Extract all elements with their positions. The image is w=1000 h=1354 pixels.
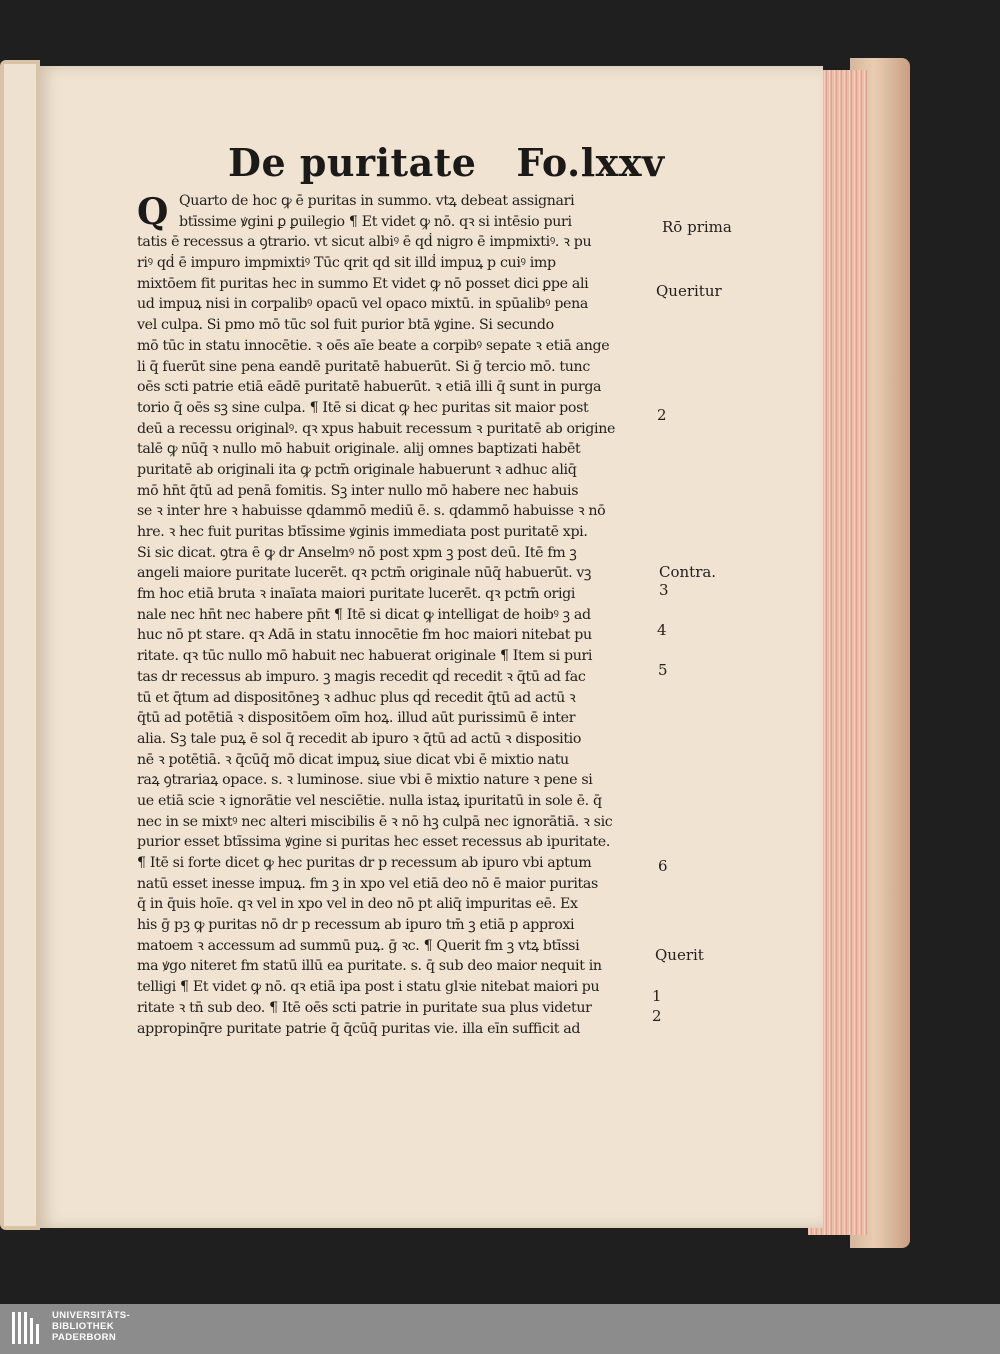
margin-note: 1 — [652, 987, 662, 1005]
text-line: ¶ Itē si forte dicet ꝙ hec puritas dr p recessum ab ipuro vbi aptum — [137, 855, 592, 871]
margin-note: Rō prima — [662, 218, 732, 236]
text-line: btīssime ꝟgini ꝑ ꝑuilegio ¶ Et videt ꝙ nō. qꝛ si intēsio puri — [179, 213, 572, 230]
text-line: ritate ꝛ tn̄ sub deo. ¶ Itē oēs scti patrie in puritate sua plus videtur — [137, 999, 592, 1016]
text-line: tū et q̄tum ad dispositōneꝫ ꝛ adhuc plus qḋ recedit q̄tū ad actū ꝛ — [137, 689, 576, 706]
text-line: torio q̄ oēs sꝫ sine culpa. ¶ Itē si dicat ꝙ hec puritas sit maior post — [137, 399, 589, 416]
text-line: mixtōem fit puritas hec in summo Et videt ꝙ nō posset dici ꝑpe ali — [137, 275, 589, 292]
page-heading — [228, 140, 665, 184]
library-name-line: PADERBORN — [52, 1332, 117, 1343]
text-line: q̄ in q̄uis hoīe. qꝛ vel in xpo vel in deo nō pt aliq̄ impuritas eē. Ex — [137, 896, 578, 913]
margin-note: Contra. — [659, 563, 717, 581]
margin-note: 3 — [659, 581, 669, 599]
text-line: puritatē ab originali ita ꝙ pctm̄ originale habuerunt ꝛ adhuc aliq̄ — [137, 461, 577, 478]
text-line: mō tūc in statu innocētie. ꝛ oēs aīe beate a corpibꝰ sepate ꝛ etiā ange — [137, 337, 610, 354]
text-line: se ꝛ inter hre ꝛ habuisse qdammō mediū ē. s. qdammō habuisse ꝛ nō — [137, 503, 606, 520]
margin-note: 4 — [657, 621, 667, 639]
text-line: angeli maiore puritate lucerēt. qꝛ pctm̄ originale nūq̄ habuerūt. vꝫ — [137, 565, 591, 582]
text-line: tatis ē recessus a ꝯtrario. vt sicut albiꝰ ē qḋ nigro ē impmixtiꝰ. ꝛ pu — [137, 234, 592, 251]
text-line: deū a recessu originalꝰ. qꝛ xpus habuit recessum ꝛ puritatē ab origine — [137, 420, 616, 437]
margin-note: Querit — [655, 946, 704, 964]
main-text-block — [137, 191, 657, 1039]
text-line: ma ꝟgo niteret fm statū illū ea puritate. s. q̄ sub deo maior nequit in — [137, 958, 602, 975]
text-line: Quarto de hoc ꝙ ē puritas in summo. vtꝝ debeat assignari — [179, 193, 575, 209]
initial-letter: Q — [137, 191, 169, 233]
text-line: alia. Sꝫ tale puꝝ ē sol q̄ recedit ab ipuro ꝛ q̄tū ad actū ꝛ dispositio — [137, 730, 582, 747]
text-line: fm hoc etiā bruta ꝛ inaīata maiori puritate lucerēt. qꝛ pctm̄ origi — [137, 586, 576, 603]
text-line: matoem ꝛ accessum ad summū puꝝ. ḡ ꝛc. ¶ Querit fm ꝫ vtꝝ btīssi — [137, 937, 580, 954]
text-line: hre. ꝛ hec fuit puritas btīssime ꝟginis immediata post puritatē xpi. — [137, 524, 588, 540]
library-footer-bar — [0, 1304, 1000, 1354]
margin-note: Queritur — [656, 282, 722, 300]
library-name — [52, 1310, 130, 1343]
text-line: his ḡ pꝫ ꝙ puritas nō dr p recessum ab ipuro tm̄ ꝫ etiā p approxi — [137, 917, 575, 934]
facing-page-edge — [4, 64, 36, 1226]
text-line: nale nec hn̄t nec habere pn̄t ¶ Itē si dicat ꝙ intelligat de hoibꝰ ꝫ ad — [137, 606, 591, 623]
text-line: raꝝ ꝯtrariaꝝ opace. s. ꝛ luminose. siue vbi ē mixtio nature ꝛ pene si — [137, 772, 593, 789]
text-line: purior esset btīssima ꝟgine si puritas hec esset recessus ab ipuritate. — [137, 834, 611, 851]
text-line: nec in se mixtꝰ nec alteri miscibilis ē ꝛ nō hꝫ culpā nec ignorātiā. ꝛ sic — [137, 813, 613, 830]
margin-note: 2 — [652, 1007, 662, 1025]
text-line: huc nō pt stare. qꝛ Adā in statu innocētie fm hoc maiori nitebat pu — [137, 627, 592, 644]
margin-note: 5 — [658, 661, 668, 679]
text-line: ritate. qꝛ tūc nullo mō habuit nec habuerat originale ¶ Item si puri — [137, 648, 593, 665]
text-line: tas dr recessus ab impuro. ꝫ magis recedit qḋ recedit ꝛ q̄tū ad fac — [137, 668, 586, 685]
text-line: q̄tū ad potētiā ꝛ dispositōem oīm hoꝝ. illud aūt purissimū ē inter — [137, 710, 576, 727]
text-line: telligi ¶ Et videt ꝙ nō. qꝛ etiā ipa post i statu glꝛie nitebat maiori pu — [137, 979, 600, 996]
text-line: vel culpa. Si pmo mō tūc sol fuit purior btā ꝟgine. Si secundo — [137, 317, 554, 334]
text-line: Si sic dicat. ꝯtra ē ꝙ dr Anselmꝰ nō post xpm ꝫ post deū. Itē fm ꝫ — [137, 544, 577, 561]
library-name-line: BIBLIOTHEK — [52, 1321, 115, 1332]
text-line: ue etiā scie ꝛ ignorātie vel nesciētie. nulla istaꝝ ipuritatū in sole ē. q̄ — [137, 792, 602, 809]
margin-note: 2 — [657, 406, 667, 424]
running-title: De puritate — [228, 140, 477, 185]
text-line: nē ꝛ potētiā. ꝛ q̄cūq̄ mō dicat impuꝝ siue dicat vbi ē mixtio natu — [137, 751, 569, 768]
library-logo-icon — [12, 1312, 46, 1344]
text-line: ud impuꝝ nisi in corpalibꝰ opacū vel opaco mixtū. in spūalibꝰ pena — [137, 296, 589, 313]
text-line: appropinq̄re puritate patrie q̄ q̄cūq̄ puritas vie. illa eīn sufficit ad — [137, 1020, 581, 1037]
text-line: mō hn̄t q̄tū ad penā fomitis. Sꝫ inter nullo mō habere nec habuis — [137, 482, 579, 499]
library-name-line: UNIVERSITÄTS- — [52, 1310, 131, 1321]
text-line: riꝰ qḋ ē impuro impmixtiꝰ Tūc qrit qd sit illḋ impuꝝ p cuiꝰ imp — [137, 255, 556, 272]
folio-number: Fo.lxxv — [516, 140, 665, 185]
text-line: natū esset inesse impuꝝ. fm ꝫ in xpo vel etiā deo nō ē maior puritas — [137, 875, 598, 892]
text-line: li q̄ fuerūt sine pena eandē puritatē habuerūt. Si ḡ tercio mō. tunc — [137, 358, 590, 375]
text-line: talē ꝙ nūq̄ ꝛ nullo mō habuit originale. alij omnes baptizati habēt — [137, 441, 581, 458]
text-line: oēs scti patrie etiā eādē puritatē habuerūt. ꝛ etiā illi q̄ sunt in purga — [137, 379, 602, 396]
margin-note: 6 — [658, 857, 668, 875]
